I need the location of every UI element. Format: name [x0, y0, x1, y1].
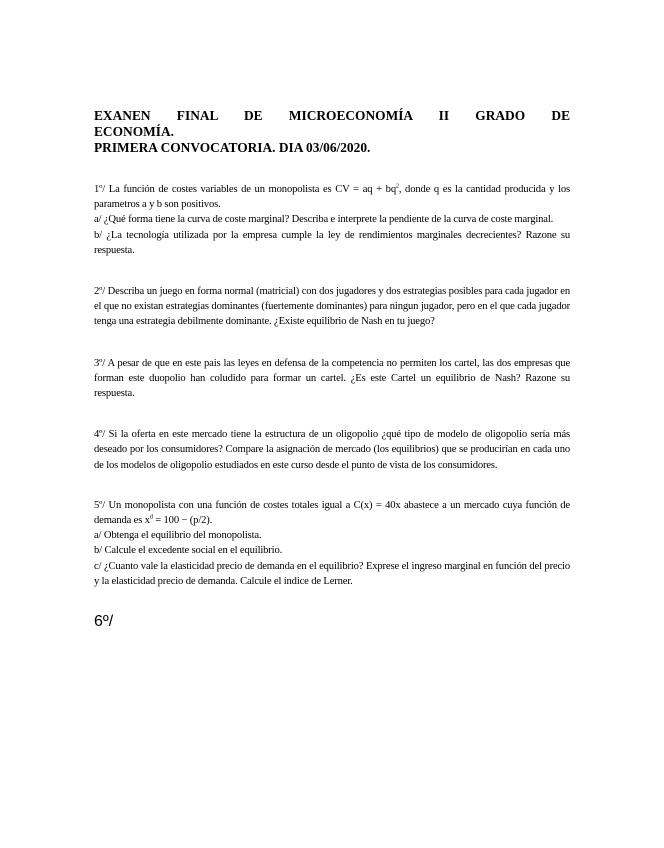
title-line-3: PRIMERA CONVOCATORIA. DIA 03/06/2020.: [94, 140, 371, 155]
question-4: [94, 427, 570, 473]
question-2-text: 2º/ Describa un juego en forma normal (matricial) con dos jugadores y dos estrategias posibles para cada jugador en el que no existan estrategias dominantes (fuertemente dominantes) para ningun jugador, pero en el que cada jugador tenga una estrategia debilmente dominante. ¿Existe equilibrio de Nash en tu juego?: [94, 286, 570, 328]
question-5-intro-pre: 5º/ Un monopolista con una función de costes totales igual a C(x) = 40x abastece a un mercado cuya función de demanda es x: [94, 499, 570, 527]
question-6-label: 6º/: [94, 613, 114, 631]
question-5-part-c: c/ ¿Cuanto vale la elasticidad precio de demanda en el equilibrio? Exprese el ingreso marginal en función del precio y la elasticidad precio de demanda. Calcule el índice de Lerner.: [94, 560, 570, 587]
question-5-superscript: d: [149, 514, 153, 521]
exam-content: [94, 108, 570, 631]
title-line-1: EXANEN FINAL DE MICROECONOMÍA II GRADO DE: [94, 108, 570, 123]
question-3-text: 3º/ A pesar de que en este pais las leyes en defensa de la competencia no permiten los cartel, las dos empresas que forman este duopolio han coludido para formar un cartel. ¿Es este Cartel un equilibrio de Nash? Razone su respuesta.: [94, 357, 570, 400]
question-5-intro: [94, 498, 570, 528]
title-line-2: ECONOMÍA.: [94, 124, 174, 139]
question-1-intro-pre: 1º/ La función de costes variables de un monopolista es CV = aq + bq: [94, 184, 396, 195]
question-1-exponent: 2: [395, 183, 399, 190]
question-1: [94, 182, 570, 258]
question-5-intro-post: = 100 − (p/2).: [152, 515, 213, 527]
question-3: [94, 356, 570, 402]
question-5-part-b: b/ Calcule el excedente social en el equilibrio.: [94, 545, 283, 557]
question-1-part-b: b/ ¿La tecnología utilizada por la empresa cumple la ley de rendimientos marginales decrecientes? Razone su respuesta.: [94, 229, 570, 256]
exam-title: [94, 108, 570, 156]
question-1-intro: [94, 182, 570, 212]
question-5: [94, 498, 570, 589]
question-4-text: 4º/ Si la oferta en este mercado tiene la estructura de un oligopolio ¿qué tipo de modelo de oligopolio sería más deseado por los consumidores? Compare la asignación de mercado (los equilibrios) que se producirían en cada uno de los modelos de oligopolio estudiados en este curso desde el punto de vista de los consumidores.: [94, 429, 570, 471]
question-5-part-a: a/ Obtenga el equilibrio del monopolista.: [94, 530, 262, 542]
question-1-intro-post: , donde q es la cantidad producida y los parametros a y b son positivos.: [94, 184, 570, 211]
question-2: [94, 284, 570, 330]
question-1-part-a: a/ ¿Qué forma tiene la curva de coste marginal? Describa e interprete la pendiente de la curva de coste marginal.: [94, 214, 554, 226]
